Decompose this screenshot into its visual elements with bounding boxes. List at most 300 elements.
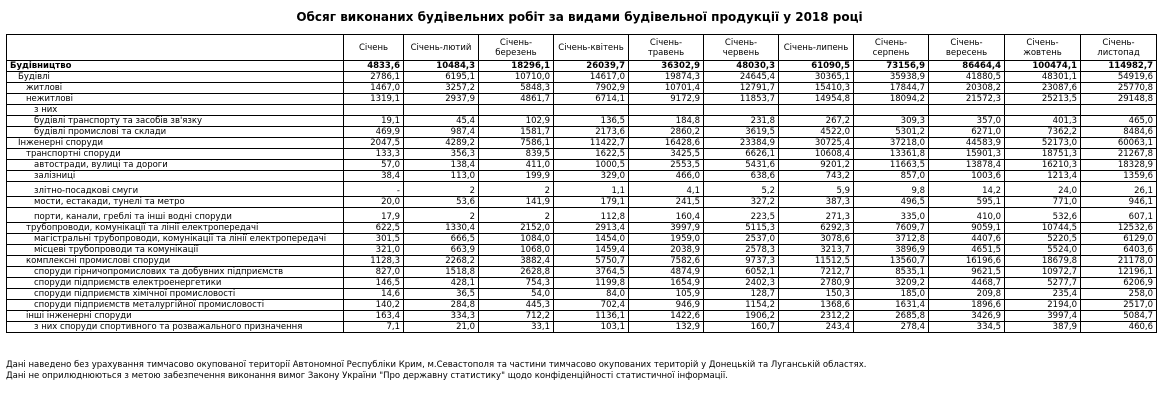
value-cell: 5750,7: [554, 256, 629, 267]
value-cell: 3078,6: [779, 234, 854, 245]
value-cell: 9737,3: [704, 256, 779, 267]
value-cell: 445,3: [479, 300, 554, 311]
value-cell: 2553,5: [629, 160, 704, 171]
value-cell: 1467,0: [344, 83, 404, 94]
row-label: нежитлові: [7, 94, 344, 105]
table-row: [7, 105, 1157, 116]
header-period-5: Січень-травень: [629, 35, 704, 61]
row-label: Інженерні споруди: [7, 138, 344, 149]
value-cell: 12196,1: [1081, 267, 1157, 278]
data-table: [6, 34, 1157, 333]
value-cell: [929, 105, 1005, 116]
value-cell: 133,3: [344, 149, 404, 160]
value-cell: 1359,6: [1081, 171, 1157, 182]
header-period-6: Січень-червень: [704, 35, 779, 61]
value-cell: [629, 105, 704, 116]
value-cell: 2173,6: [554, 127, 629, 138]
table-row: [7, 72, 1157, 83]
value-cell: 14954,8: [779, 94, 854, 105]
data-table-wrapper: [6, 34, 1157, 333]
value-cell: 24,0: [1005, 182, 1081, 197]
table-header: [7, 35, 1157, 61]
value-cell: 20308,2: [929, 83, 1005, 94]
value-cell: 7362,2: [1005, 127, 1081, 138]
value-cell: 60063,1: [1081, 138, 1157, 149]
value-cell: 30365,1: [779, 72, 854, 83]
footnote-confidentiality: Дані не оприлюднюються з метою забезпечення виконання вимог Закону України "Про державну статистику" щодо конфіденційності статистичної інформації.: [6, 371, 728, 381]
value-cell: 146,5: [344, 278, 404, 289]
value-cell: 4,1: [629, 182, 704, 197]
table-row: [7, 94, 1157, 105]
row-label: місцеві трубопроводи та комунікації: [7, 245, 344, 256]
table-row: [7, 223, 1157, 234]
value-cell: 9201,2: [779, 160, 854, 171]
value-cell: 132,9: [629, 322, 704, 333]
value-cell: 3209,2: [854, 278, 929, 289]
value-cell: 301,5: [344, 234, 404, 245]
value-cell: 1518,8: [404, 267, 479, 278]
value-cell: 11853,7: [704, 94, 779, 105]
value-cell: 1654,9: [629, 278, 704, 289]
table-row: [7, 61, 1157, 72]
value-cell: 2517,0: [1081, 300, 1157, 311]
value-cell: 12791,7: [704, 83, 779, 94]
value-cell: 16210,3: [1005, 160, 1081, 171]
value-cell: 1368,6: [779, 300, 854, 311]
value-cell: 112,8: [554, 208, 629, 223]
value-cell: 2047,5: [344, 138, 404, 149]
value-cell: 3426,9: [929, 311, 1005, 322]
value-cell: 1003,6: [929, 171, 1005, 182]
value-cell: 5220,5: [1005, 234, 1081, 245]
value-cell: 329,0: [554, 171, 629, 182]
value-cell: 7,1: [344, 322, 404, 333]
value-cell: 4522,0: [779, 127, 854, 138]
value-cell: 138,4: [404, 160, 479, 171]
value-cell: 4289,2: [404, 138, 479, 149]
value-cell: 20,0: [344, 197, 404, 208]
value-cell: [554, 105, 629, 116]
value-cell: 14617,0: [554, 72, 629, 83]
value-cell: 327,2: [704, 197, 779, 208]
header-period-10: Січень-жовтень: [1005, 35, 1081, 61]
value-cell: 9172,9: [629, 94, 704, 105]
value-cell: 2268,2: [404, 256, 479, 267]
value-cell: 466,0: [629, 171, 704, 182]
row-label: комплексні промислові споруди: [7, 256, 344, 267]
row-label: Будівництво: [7, 61, 344, 72]
value-cell: 1084,0: [479, 234, 554, 245]
value-cell: 25770,8: [1081, 83, 1157, 94]
value-cell: 25213,5: [1005, 94, 1081, 105]
value-cell: 267,2: [779, 116, 854, 127]
table-row: [7, 138, 1157, 149]
value-cell: 496,5: [854, 197, 929, 208]
value-cell: 17844,7: [854, 83, 929, 94]
value-cell: 241,5: [629, 197, 704, 208]
value-cell: 2: [404, 182, 479, 197]
value-cell: 7212,7: [779, 267, 854, 278]
value-cell: 460,6: [1081, 322, 1157, 333]
value-cell: 1000,5: [554, 160, 629, 171]
row-label: транспортні споруди: [7, 149, 344, 160]
row-label: з них споруди спортивного та розважального призначення: [7, 322, 344, 333]
value-cell: 595,1: [929, 197, 1005, 208]
value-cell: 2685,8: [854, 311, 929, 322]
row-label: порти, канали, греблі та інші водні споруди: [7, 208, 344, 223]
value-cell: 987,4: [404, 127, 479, 138]
value-cell: 2038,9: [629, 245, 704, 256]
value-cell: 271,3: [779, 208, 854, 223]
value-cell: 48301,1: [1005, 72, 1081, 83]
value-cell: [344, 105, 404, 116]
value-cell: 334,5: [929, 322, 1005, 333]
header-period-3: Січень-березень: [479, 35, 554, 61]
header-period-7: Січень-липень: [779, 35, 854, 61]
value-cell: 18679,8: [1005, 256, 1081, 267]
value-cell: -: [344, 182, 404, 197]
value-cell: 36302,9: [629, 61, 704, 72]
value-cell: 663,9: [404, 245, 479, 256]
value-cell: 2: [479, 208, 554, 223]
value-cell: 356,3: [404, 149, 479, 160]
table-row: [7, 278, 1157, 289]
row-label: залізниці: [7, 171, 344, 182]
row-label: споруди гірничопромислових та добувних підприємств: [7, 267, 344, 278]
value-cell: 54919,6: [1081, 72, 1157, 83]
row-label: Будівлі: [7, 72, 344, 83]
value-cell: 6626,1: [704, 149, 779, 160]
row-label: будівлі транспорту та засобів зв'язку: [7, 116, 344, 127]
value-cell: 10744,5: [1005, 223, 1081, 234]
header-period-2: Січень-лютий: [404, 35, 479, 61]
value-cell: 235,4: [1005, 289, 1081, 300]
value-cell: 102,9: [479, 116, 554, 127]
header-period-4: Січень-квітень: [554, 35, 629, 61]
value-cell: 9,8: [854, 182, 929, 197]
value-cell: 387,9: [1005, 322, 1081, 333]
value-cell: 5524,0: [1005, 245, 1081, 256]
value-cell: 6052,1: [704, 267, 779, 278]
value-cell: 2194,0: [1005, 300, 1081, 311]
value-cell: 45,4: [404, 116, 479, 127]
value-cell: 5848,3: [479, 83, 554, 94]
value-cell: 53,6: [404, 197, 479, 208]
value-cell: 6271,0: [929, 127, 1005, 138]
row-label: споруди підприємств електроенергетики: [7, 278, 344, 289]
value-cell: 5115,3: [704, 223, 779, 234]
value-cell: 11422,7: [554, 138, 629, 149]
value-cell: 243,4: [779, 322, 854, 333]
value-cell: 410,0: [929, 208, 1005, 223]
value-cell: 13560,7: [854, 256, 929, 267]
value-cell: 8535,1: [854, 267, 929, 278]
value-cell: 1319,1: [344, 94, 404, 105]
value-cell: 1622,5: [554, 149, 629, 160]
value-cell: 209,8: [929, 289, 1005, 300]
value-cell: 160,4: [629, 208, 704, 223]
value-cell: 387,3: [779, 197, 854, 208]
value-cell: 23384,9: [704, 138, 779, 149]
value-cell: 13878,4: [929, 160, 1005, 171]
value-cell: 278,4: [854, 322, 929, 333]
value-cell: 4861,7: [479, 94, 554, 105]
value-cell: 469,9: [344, 127, 404, 138]
value-cell: 10484,3: [404, 61, 479, 72]
row-label: споруди підприємств металургійної промисловості: [7, 300, 344, 311]
value-cell: 857,0: [854, 171, 929, 182]
value-cell: 5431,6: [704, 160, 779, 171]
row-label: житлові: [7, 83, 344, 94]
value-cell: 465,0: [1081, 116, 1157, 127]
value-cell: 743,2: [779, 171, 854, 182]
value-cell: 1,1: [554, 182, 629, 197]
value-cell: 21572,3: [929, 94, 1005, 105]
value-cell: 2937,9: [404, 94, 479, 105]
value-cell: 41880,5: [929, 72, 1005, 83]
value-cell: 37218,0: [854, 138, 929, 149]
value-cell: 163,4: [344, 311, 404, 322]
value-cell: 6714,1: [554, 94, 629, 105]
value-cell: 21,0: [404, 322, 479, 333]
value-cell: 114982,7: [1081, 61, 1157, 72]
value-cell: 12532,6: [1081, 223, 1157, 234]
table-row: [7, 83, 1157, 94]
value-cell: 1199,8: [554, 278, 629, 289]
value-cell: 3882,4: [479, 256, 554, 267]
value-cell: 3896,9: [854, 245, 929, 256]
value-cell: 7609,7: [854, 223, 929, 234]
value-cell: [704, 105, 779, 116]
value-cell: 712,2: [479, 311, 554, 322]
value-cell: 401,3: [1005, 116, 1081, 127]
value-cell: 5,2: [704, 182, 779, 197]
value-cell: 19874,3: [629, 72, 704, 83]
value-cell: 231,8: [704, 116, 779, 127]
value-cell: 3257,2: [404, 83, 479, 94]
value-cell: 184,8: [629, 116, 704, 127]
value-cell: 141,9: [479, 197, 554, 208]
value-cell: [1005, 105, 1081, 116]
table-row: [7, 245, 1157, 256]
value-cell: 5,9: [779, 182, 854, 197]
header-period-11: Січень-листопад: [1081, 35, 1157, 61]
value-cell: 1454,0: [554, 234, 629, 245]
value-cell: 140,2: [344, 300, 404, 311]
header-period-1: Січень: [344, 35, 404, 61]
value-cell: 6206,9: [1081, 278, 1157, 289]
value-cell: 7586,1: [479, 138, 554, 149]
value-cell: 827,0: [344, 267, 404, 278]
value-cell: 160,7: [704, 322, 779, 333]
table-row: [7, 127, 1157, 138]
header-row: [7, 35, 1157, 61]
value-cell: 185,0: [854, 289, 929, 300]
value-cell: [404, 105, 479, 116]
value-cell: 6195,1: [404, 72, 479, 83]
value-cell: 9059,1: [929, 223, 1005, 234]
value-cell: 36,5: [404, 289, 479, 300]
value-cell: 57,0: [344, 160, 404, 171]
value-cell: 2402,3: [704, 278, 779, 289]
value-cell: 73156,9: [854, 61, 929, 72]
row-label: магістральні трубопроводи, комунікації та лінії електропередачі: [7, 234, 344, 245]
value-cell: 105,9: [629, 289, 704, 300]
value-cell: [854, 105, 929, 116]
value-cell: 2: [479, 182, 554, 197]
value-cell: 10608,4: [779, 149, 854, 160]
value-cell: 113,0: [404, 171, 479, 182]
table-row: [7, 256, 1157, 267]
value-cell: 3619,5: [704, 127, 779, 138]
value-cell: 666,5: [404, 234, 479, 245]
value-cell: 21178,0: [1081, 256, 1157, 267]
value-cell: 2578,3: [704, 245, 779, 256]
value-cell: 223,5: [704, 208, 779, 223]
value-cell: 839,5: [479, 149, 554, 160]
table-row: [7, 289, 1157, 300]
value-cell: 35938,9: [854, 72, 929, 83]
value-cell: 1631,4: [854, 300, 929, 311]
value-cell: 1330,4: [404, 223, 479, 234]
value-cell: 199,9: [479, 171, 554, 182]
table-row: [7, 160, 1157, 171]
value-cell: 14,6: [344, 289, 404, 300]
value-cell: 2628,8: [479, 267, 554, 278]
value-cell: 15410,3: [779, 83, 854, 94]
row-label: будівлі промислові та склади: [7, 127, 344, 138]
value-cell: 18296,1: [479, 61, 554, 72]
value-cell: 6403,6: [1081, 245, 1157, 256]
value-cell: 4833,6: [344, 61, 404, 72]
value-cell: 10701,4: [629, 83, 704, 94]
value-cell: 16428,6: [629, 138, 704, 149]
value-cell: 9621,5: [929, 267, 1005, 278]
value-cell: 607,1: [1081, 208, 1157, 223]
value-cell: 335,0: [854, 208, 929, 223]
value-cell: 4874,9: [629, 267, 704, 278]
table-row: [7, 171, 1157, 182]
value-cell: 2152,0: [479, 223, 554, 234]
value-cell: 309,3: [854, 116, 929, 127]
value-cell: 8484,6: [1081, 127, 1157, 138]
table-row: [7, 311, 1157, 322]
table-row: [7, 197, 1157, 208]
value-cell: 428,1: [404, 278, 479, 289]
value-cell: 4651,5: [929, 245, 1005, 256]
value-cell: 357,0: [929, 116, 1005, 127]
value-cell: 150,3: [779, 289, 854, 300]
value-cell: 754,3: [479, 278, 554, 289]
value-cell: 24645,4: [704, 72, 779, 83]
value-cell: 1422,6: [629, 311, 704, 322]
value-cell: 532,6: [1005, 208, 1081, 223]
value-cell: 61090,5: [779, 61, 854, 72]
value-cell: 13361,8: [854, 149, 929, 160]
value-cell: 2786,1: [344, 72, 404, 83]
value-cell: 946,1: [1081, 197, 1157, 208]
row-label: злітно-посадкові смуги: [7, 182, 344, 197]
value-cell: 14,2: [929, 182, 1005, 197]
value-cell: 1896,6: [929, 300, 1005, 311]
value-cell: 29148,8: [1081, 94, 1157, 105]
value-cell: 2780,9: [779, 278, 854, 289]
value-cell: 771,0: [1005, 197, 1081, 208]
value-cell: 3425,5: [629, 149, 704, 160]
value-cell: 23087,6: [1005, 83, 1081, 94]
value-cell: 26,1: [1081, 182, 1157, 197]
value-cell: 702,4: [554, 300, 629, 311]
value-cell: 1906,2: [704, 311, 779, 322]
value-cell: 54,0: [479, 289, 554, 300]
value-cell: 1136,1: [554, 311, 629, 322]
value-cell: 30725,4: [779, 138, 854, 149]
value-cell: 258,0: [1081, 289, 1157, 300]
table-row: [7, 182, 1157, 197]
table-row: [7, 116, 1157, 127]
value-cell: 3997,4: [1005, 311, 1081, 322]
value-cell: 33,1: [479, 322, 554, 333]
value-cell: 128,7: [704, 289, 779, 300]
table-row: [7, 300, 1157, 311]
value-cell: 1154,2: [704, 300, 779, 311]
value-cell: 179,1: [554, 197, 629, 208]
row-label: трубопроводи, комунікації та лінії електропередачі: [7, 223, 344, 234]
value-cell: 18094,2: [854, 94, 929, 105]
value-cell: 321,0: [344, 245, 404, 256]
value-cell: 18328,9: [1081, 160, 1157, 171]
value-cell: 1128,3: [344, 256, 404, 267]
value-cell: 21267,8: [1081, 149, 1157, 160]
value-cell: 1959,0: [629, 234, 704, 245]
value-cell: 5301,2: [854, 127, 929, 138]
value-cell: 2537,0: [704, 234, 779, 245]
value-cell: 3213,7: [779, 245, 854, 256]
table-body: [7, 61, 1157, 333]
value-cell: 6292,3: [779, 223, 854, 234]
value-cell: 3997,9: [629, 223, 704, 234]
value-cell: 3764,5: [554, 267, 629, 278]
value-cell: 6129,0: [1081, 234, 1157, 245]
value-cell: 622,5: [344, 223, 404, 234]
row-label: з них: [7, 105, 344, 116]
value-cell: 84,0: [554, 289, 629, 300]
value-cell: 1213,4: [1005, 171, 1081, 182]
value-cell: 4468,7: [929, 278, 1005, 289]
page-title: Обсяг виконаних будівельних робіт за видами будівельної продукції у 2018 році: [296, 10, 863, 24]
table-row: [7, 208, 1157, 223]
value-cell: 11663,5: [854, 160, 929, 171]
value-cell: 136,5: [554, 116, 629, 127]
row-label: інші інженерні споруди: [7, 311, 344, 322]
value-cell: 18751,3: [1005, 149, 1081, 160]
header-label-cell: [7, 35, 344, 61]
value-cell: 48030,3: [704, 61, 779, 72]
footnote-occupied-territories: Дані наведено без урахування тимчасово окупованої території Автономної Республіки Крим, м.Севастополя та частини тимчасово окупованих територій у Донецькій та Луганській областях.: [6, 360, 867, 370]
value-cell: [1081, 105, 1157, 116]
table-row: [7, 322, 1157, 333]
value-cell: 16196,6: [929, 256, 1005, 267]
value-cell: 7902,9: [554, 83, 629, 94]
value-cell: 2913,4: [554, 223, 629, 234]
value-cell: 1068,0: [479, 245, 554, 256]
value-cell: 38,4: [344, 171, 404, 182]
value-cell: 10710,0: [479, 72, 554, 83]
value-cell: 44583,9: [929, 138, 1005, 149]
value-cell: 3712,8: [854, 234, 929, 245]
footnotes: [6, 360, 866, 382]
value-cell: 411,0: [479, 160, 554, 171]
